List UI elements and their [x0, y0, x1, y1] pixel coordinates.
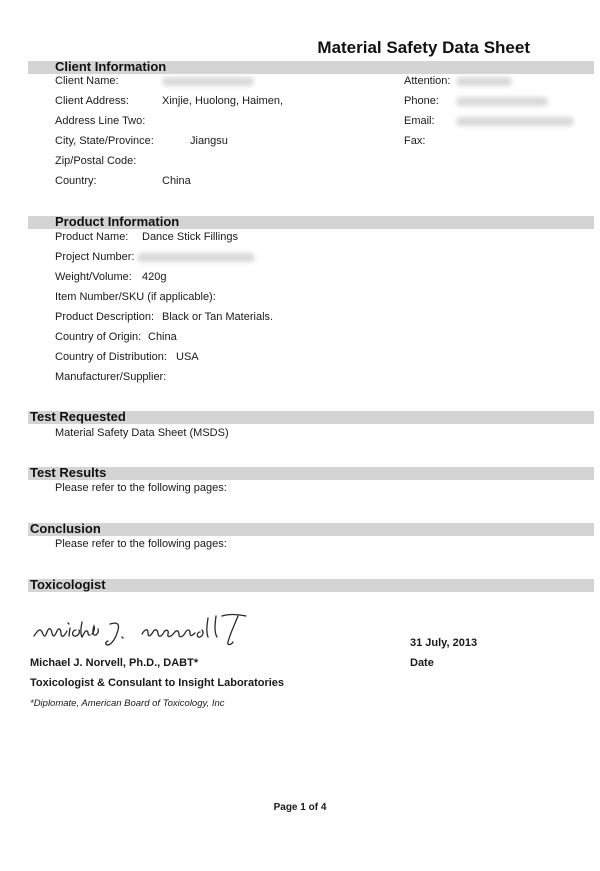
conclusion-heading: Conclusion — [30, 521, 101, 536]
section-bar-toxicologist — [28, 579, 594, 592]
section-bar-test-results — [28, 467, 594, 480]
country-value: China — [162, 175, 191, 187]
toxicologist-name: Michael J. Norvell, Ph.D., DABT* — [30, 657, 199, 669]
attention-label: Attention: — [404, 75, 451, 87]
conclusion-text: Please refer to the following pages: — [55, 538, 227, 550]
section-bar-conclusion — [28, 523, 594, 536]
distribution-label: Country of Distribution: — [55, 351, 167, 363]
project-number-label: Project Number: — [55, 251, 135, 263]
country-label: Country: — [55, 175, 97, 187]
product-name-value: Dance Stick Fillings — [142, 231, 238, 243]
origin-label: Country of Origin: — [55, 331, 142, 343]
city-value: Jiangsu — [190, 135, 228, 147]
redacted-project-number — [137, 253, 255, 262]
redacted-client-name — [162, 77, 254, 86]
client-address-label: Client Address: — [55, 95, 129, 107]
signature-date: 31 July, 2013 — [410, 637, 478, 649]
zip-label: Zip/Postal Code: — [55, 155, 137, 167]
signature-image — [32, 612, 277, 652]
description-label: Product Description: — [55, 311, 155, 323]
toxicologist-heading: Toxicologist — [30, 577, 106, 592]
distribution-value: USA — [176, 351, 199, 363]
test-requested-heading: Test Requested — [30, 409, 126, 424]
product-info-heading: Product Information — [55, 214, 180, 229]
fax-label: Fax: — [404, 135, 426, 147]
diplomate-note: *Diplomate, American Board of Toxicology, Inc — [30, 698, 225, 709]
city-label: City, State/Province: — [55, 135, 154, 147]
sku-label: Item Number/SKU (if applicable): — [55, 291, 216, 303]
test-results-heading: Test Results — [30, 465, 107, 480]
manufacturer-label: Manufacturer/Supplier: — [55, 371, 167, 383]
email-label: Email: — [404, 115, 435, 127]
client-info-heading: Client Information — [55, 59, 167, 74]
page-number: Page 1 of 4 — [273, 802, 327, 813]
phone-label: Phone: — [404, 95, 439, 107]
test-results-text: Please refer to the following pages: — [55, 482, 227, 494]
description-value: Black or Tan Materials. — [162, 311, 274, 323]
date-label: Date — [410, 657, 434, 669]
client-name-label: Client Name: — [55, 75, 119, 87]
client-address-value: Xinjie, Huolong, Haimen, — [162, 95, 284, 107]
test-requested-text: Material Safety Data Sheet (MSDS) — [55, 427, 229, 439]
weight-value: 420g — [142, 271, 167, 283]
document-title: Material Safety Data Sheet — [317, 38, 530, 57]
address-line-two-label: Address Line Two: — [55, 115, 146, 127]
redacted-phone — [456, 97, 548, 106]
redacted-email — [456, 117, 574, 126]
product-name-label: Product Name: — [55, 231, 129, 243]
weight-label: Weight/Volume: — [55, 271, 132, 283]
origin-value: China — [148, 331, 177, 343]
toxicologist-role: Toxicologist & Consulant to Insight Laboratories — [30, 677, 285, 689]
redacted-attention — [456, 77, 512, 86]
